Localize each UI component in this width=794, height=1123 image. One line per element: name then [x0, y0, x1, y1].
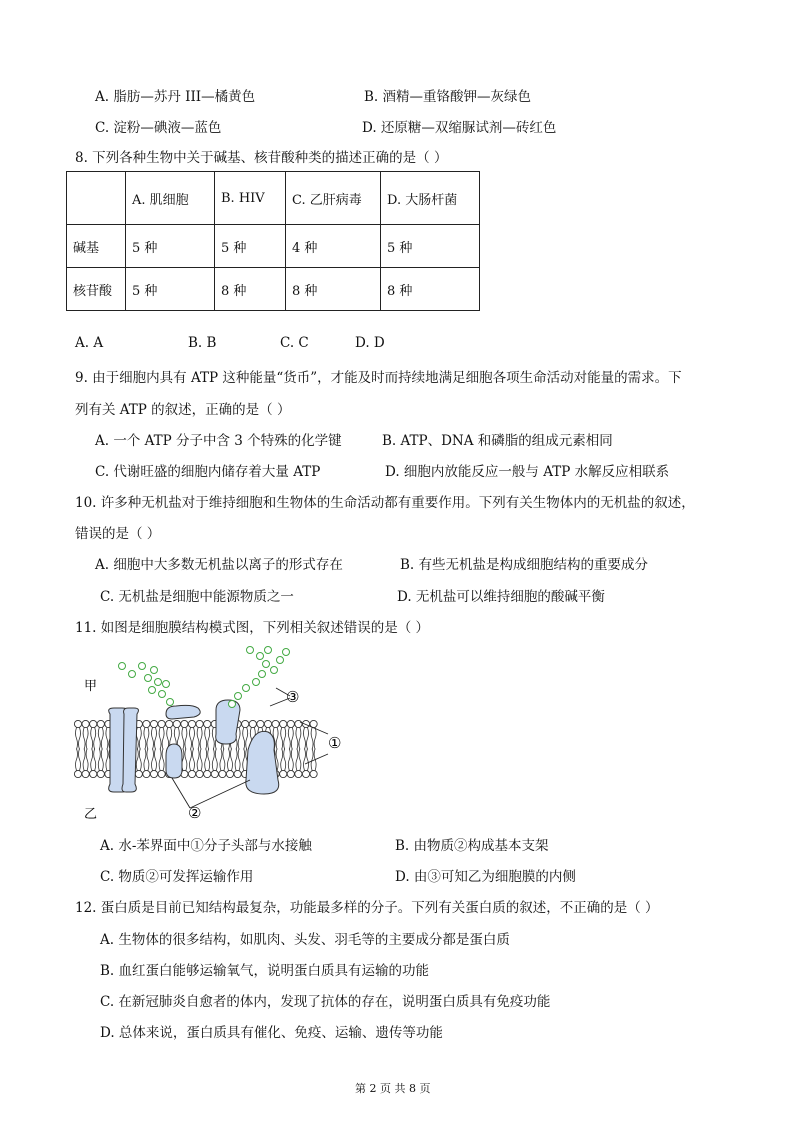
page-footer: 第 2 页 共 8 页 — [355, 1082, 431, 1095]
phospholipid — [90, 749, 97, 778]
phospholipid — [188, 749, 195, 778]
phospholipid — [181, 720, 188, 749]
phospholipid — [82, 720, 89, 749]
q10-option-b: B. 有些无机盐是构成细胞结构的重要成分 — [400, 557, 649, 573]
q10-option-d: D. 无机盐可以维持细胞的酸碱平衡 — [397, 589, 605, 605]
table-header-row — [67, 172, 480, 225]
q9-option-d: D. 细胞内放能反应一般与 ATP 水解反应相联系 — [385, 464, 670, 480]
phospholipid — [310, 720, 317, 749]
phospholipid — [219, 749, 226, 778]
peripheral-protein — [166, 705, 200, 719]
phospholipid — [74, 749, 81, 778]
q8-option-c: C. C — [280, 335, 309, 351]
table-cell: 8 种 — [381, 268, 480, 311]
q8-option-d: D. D — [355, 335, 385, 351]
phospholipid — [196, 749, 203, 778]
phospholipid — [90, 720, 97, 749]
phospholipid — [150, 720, 157, 749]
phospholipid — [74, 720, 81, 749]
phospholipid — [302, 749, 309, 778]
q7-option-d: D. 还原糖—双缩脲试剂—砖红色 — [362, 120, 557, 136]
table-cell: 5 种 — [126, 268, 215, 311]
q12-option-d: D. 总体来说，蛋白质具有催化、免疫、运输、遗传等功能 — [100, 1025, 443, 1041]
q8-stem: 8. 下列各种生物中关于碱基、核苷酸种类的描述正确的是（ ） — [75, 150, 448, 166]
table-cell: B. HIV — [215, 172, 286, 225]
q10-stem-line1: 10. 许多种无机盐对于维持细胞和生物体的生命活动都有重要作用。下列有关生物体内的无机盐的叙述， — [75, 495, 695, 511]
q11-option-c: C. 物质②可发挥运输作用 — [100, 869, 254, 885]
large-protein — [246, 731, 279, 794]
q12-option-c: C. 在新冠肺炎自愈者的体内，发现了抗体的存在，说明蛋白质具有免疫功能 — [100, 994, 551, 1010]
phospholipid — [82, 749, 89, 778]
phospholipid — [242, 720, 249, 749]
table-cell: 核苷酸 — [67, 268, 126, 311]
phospholipid — [143, 749, 150, 778]
table-cell: 8 种 — [215, 268, 286, 311]
phospholipid — [211, 749, 218, 778]
q12-stem: 12. 蛋白质是目前已知结构最复杂，功能最多样的分子。下列有关蛋白质的叙述，不正确的是（ ） — [75, 900, 659, 916]
q11-stem: 11. 如图是细胞膜结构模式图，下列相关叙述错误的是（ ） — [75, 620, 430, 636]
phospholipid — [150, 749, 157, 778]
cell-membrane-figure — [70, 640, 360, 830]
q10-option-a: A. 细胞中大多数无机盐以离子的形式存在 — [95, 557, 343, 573]
marker-1: ① — [328, 734, 342, 752]
q8-option-a: A. A — [75, 335, 104, 351]
phospholipid — [188, 720, 195, 749]
phospholipid — [295, 749, 302, 778]
q9-stem-line2: 列有关 ATP 的叙述，正确的是（ ） — [75, 402, 291, 418]
q12-option-a: A. 生物体的很多结构，如肌肉、头发、羽毛等的主要成分都是蛋白质 — [100, 932, 510, 948]
phospholipid — [158, 749, 165, 778]
phospholipid — [204, 720, 211, 749]
table-row — [67, 225, 480, 268]
q8-table — [66, 171, 480, 311]
phospholipid — [287, 720, 294, 749]
phospholipid — [204, 749, 211, 778]
phospholipid — [97, 749, 104, 778]
phospholipid — [280, 749, 287, 778]
phospholipid — [234, 749, 241, 778]
q11-option-a: A. 水-苯界面中①分子头部与水接触 — [100, 838, 312, 854]
marker-2: ② — [188, 804, 202, 822]
glycan-chains — [119, 647, 290, 708]
phospholipid — [287, 749, 294, 778]
q12-option-b: B. 血红蛋白能够运输氧气，说明蛋白质具有运输的功能 — [100, 963, 430, 979]
table-cell: 碱基 — [67, 225, 126, 268]
table-cell: C. 乙肝病毒 — [286, 172, 381, 225]
phospholipid — [143, 720, 150, 749]
embedded-protein-top — [216, 700, 240, 744]
table-cell: 5 种 — [215, 225, 286, 268]
table-cell — [67, 172, 126, 225]
channel-protein-right — [122, 708, 138, 792]
q8-option-b: B. B — [188, 335, 217, 351]
label-bottom-side: 乙 — [84, 807, 98, 822]
q9-option-c: C. 代谢旺盛的细胞内储存着大量 ATP — [95, 464, 321, 480]
table-cell: 5 种 — [381, 225, 480, 268]
phospholipid — [97, 720, 104, 749]
marker-3: ③ — [286, 688, 300, 706]
q7-option-b: B. 酒精—重铬酸钾—灰绿色 — [364, 89, 532, 105]
embedded-protein-bottom — [166, 744, 182, 778]
q7-option-a: A. 脂肪—苏丹 III—橘黄色 — [95, 89, 256, 105]
table-cell: 8 种 — [286, 268, 381, 311]
q11-option-b: B. 由物质②构成基本支架 — [395, 838, 549, 854]
q9-stem-line1: 9. 由于细胞内具有 ATP 这种能量“货币”，才能及时而持续地满足细胞各项生命活动对能量的需求。下 — [75, 370, 682, 386]
phospholipid — [158, 720, 165, 749]
table-cell: D. 大肠杆菌 — [381, 172, 480, 225]
phospholipid — [280, 720, 287, 749]
q10-stem-line2: 错误的是（ ） — [75, 526, 161, 542]
table-cell: 4 种 — [286, 225, 381, 268]
q7-option-c: C. 淀粉—碘液—蓝色 — [95, 120, 222, 136]
table-cell: 5 种 — [126, 225, 215, 268]
phospholipid — [226, 749, 233, 778]
phospholipid — [295, 720, 302, 749]
q9-option-a: A. 一个 ATP 分子中含 3 个特殊的化学键 — [95, 433, 342, 449]
phospholipid — [196, 720, 203, 749]
q10-option-c: C. 无机盐是细胞中能源物质之一 — [100, 589, 294, 605]
q11-option-d: D. 由③可知乙为细胞膜的内侧 — [395, 869, 576, 885]
phospholipid — [310, 749, 317, 778]
table-row — [67, 268, 480, 311]
label-top-side: 甲 — [84, 679, 98, 694]
table-cell: A. 肌细胞 — [126, 172, 215, 225]
q9-option-b: B. ATP、DNA 和磷脂的组成元素相同 — [382, 433, 613, 449]
